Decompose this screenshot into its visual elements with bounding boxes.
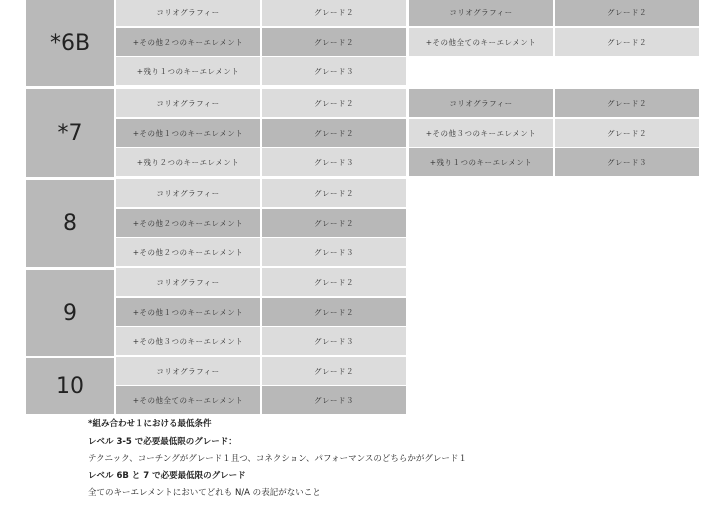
table-cell-element: コリオグラフィー [116, 179, 260, 207]
note-level-3-5-heading: レベル 3-5 で必要最低限のグレード： [88, 437, 237, 447]
table-cell-element: コリオグラフィー [116, 357, 260, 385]
level-label-9: 9 [26, 270, 114, 356]
table-cell-element: +その他２つのキーエレメント [116, 28, 260, 56]
table-cell-grade: グレード２ [262, 179, 406, 207]
table-cell-element: +残り２つのキーエレメント [116, 148, 260, 176]
table-cell-grade: グレード３ [555, 148, 699, 176]
table-cell-element: +その他１つのキーエレメント [116, 298, 260, 326]
table-cell-element: +残り１つのキーエレメント [409, 148, 553, 176]
table-cell-element: コリオグラフィー [409, 89, 553, 117]
table-cell-grade: グレード２ [262, 0, 406, 26]
table-cell-grade: グレード２ [262, 209, 406, 237]
table-cell-grade: グレード２ [555, 89, 699, 117]
note-level-3-5-detail: テクニック、コーチングがグレード１且つ、コネクション、パフォーマンスのどちらかがグレード１ [88, 454, 467, 464]
table-cell-grade: グレード２ [262, 119, 406, 147]
table-cell-grade: グレード２ [555, 28, 699, 56]
table-cell-grade: グレード２ [262, 89, 406, 117]
table-cell-grade: グレード２ [262, 28, 406, 56]
table-cell-element: +その他１つのキーエレメント [116, 119, 260, 147]
table-cell-grade: グレード３ [262, 148, 406, 176]
note-level-6b-7-detail: 全てのキーエレメントにおいてどれも N/A の表記がないこと [88, 488, 321, 498]
table-cell-grade: グレード２ [555, 119, 699, 147]
table-cell-grade: グレード２ [262, 298, 406, 326]
table-cell-element: +その他３つのキーエレメント [409, 119, 553, 147]
level-label-6b: *6B [26, 0, 114, 86]
table-cell-grade: グレード３ [262, 327, 406, 355]
table-cell-element: +その他３つのキーエレメント [116, 327, 260, 355]
table-cell-element: コリオグラフィー [116, 0, 260, 26]
table-cell-grade: グレード３ [262, 57, 406, 85]
table-cell-grade: グレード２ [262, 357, 406, 385]
note-level-6b-7-heading: レベル 6B と 7 で必要最低限のグレード [88, 471, 246, 481]
table-cell-element: コリオグラフィー [116, 89, 260, 117]
table-cell-element: +残り１つのキーエレメント [116, 57, 260, 85]
table-cell-grade: グレード２ [262, 268, 406, 296]
table-cell-element: +その他２つのキーエレメント [116, 238, 260, 266]
table-cell-element: コリオグラフィー [409, 0, 553, 26]
table-cell-element: +その他２つのキーエレメント [116, 209, 260, 237]
table-cell-grade: グレード２ [555, 0, 699, 26]
level-label-10: 10 [26, 358, 114, 414]
table-cell-grade: グレード３ [262, 238, 406, 266]
level-label-8: 8 [26, 180, 114, 267]
table-cell-element: +その他全てのキーエレメント [116, 386, 260, 414]
level-label-7: *7 [26, 89, 114, 177]
table-cell-grade: グレード３ [262, 386, 406, 414]
table-cell-element: コリオグラフィー [116, 268, 260, 296]
note-combination-1: *組み合わせ１における最低条件 [88, 419, 212, 429]
table-cell-element: +その他全てのキーエレメント [409, 28, 553, 56]
